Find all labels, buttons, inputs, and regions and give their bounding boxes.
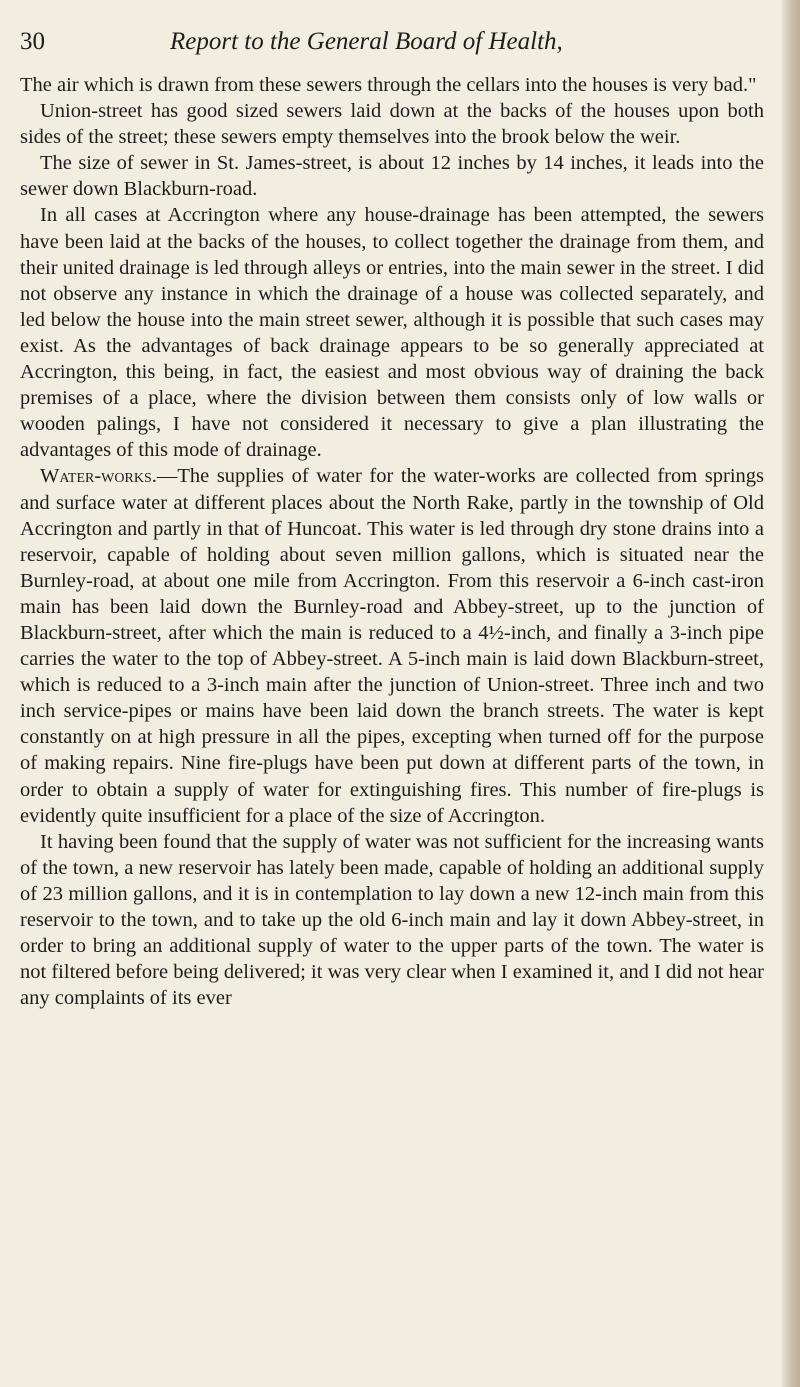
paragraph-new-reservoir: It having been found that the supply of water was not sufficient for the increasing wants of the town, a new reservoir has lately been made, capable of holding an additional supply of 23 million gallons, and it is in contemplation to lay down a new 12-inch main from this reservoir to the town, and to take up the old 6-inch main and lay it down Abbey-street, in order to bring an additional supply of water to the upper parts of the town. The water is not filtered before being delivered; it was very clear when I examined it, and I did not hear any complaints of its ever [20, 830, 764, 1010]
paragraph-water-works [20, 463, 764, 828]
page-edge [782, 0, 800, 1387]
paragraph-back-drainage: In all cases at Accrington where any house-drainage has been attempted, the sewers have been laid at the backs of the houses, to collect together the drainage from them, and their united drainage is led through alleys or entries, into the main sewer in the street. I did not observe any instance in which the drainage of a house was collected separately, and led below the house into the main street sewer, although it is possible that such cases may exist. As the advantages of back drainage appears to be so generally appreciated at Accrington, this being, in fact, the easiest and most obvious way of draining the back premises of a place, where the division between them consists only of low walls or wooden palings, I have not considered it necessary to give a plan illustrating the advantages of this mode of drainage. [20, 204, 764, 462]
paragraph-cellars: The air which is drawn from these sewers through the cellars into the houses is very bad." [20, 74, 757, 96]
running-title: Report to the General Board of Health, [170, 28, 563, 55]
paragraph-st-james-street: The size of sewer in St. James-street, is about 12 inches by 14 inches, it leads into the sewer down Blackburn-road. [20, 152, 764, 201]
page-number: 30 [20, 28, 45, 55]
paragraph-water-works-text: —The supplies of water for the water-works are collected from springs and surface water at different places about the North Rake, partly in the township of Old Accrington and partly in that of Huncoat. This water is led through dry stone drains into a reservoir, capable of holding about seven million gallons, which is situated near the Burnley-road, at about one mile from Accrington. From this reservoir a 6-inch cast-iron main has been laid down the Burnley-road and Abbey-street, up to the junction of Blackburn-street, after which the main is reduced to a 4½-inch, and finally a 3-inch pipe carries the water to the top of Abbey-street. A 5-inch main is laid down Blackburn-street, which is reduced to a 3-inch main after the junction of Union-street. Three inch and two inch service-pipes or mains have been laid down the branch streets. The water is kept constantly on at high pressure in all the pipes, excepting when turned off for the purpose of making repairs. Nine fire-plugs have been put down at different parts of the town, in order to obtain a supply of water for extinguishing fires. This number of fire-plugs is evidently quite insufficient for a place of the size of Accrington. [20, 465, 764, 827]
paragraph-union-street: Union-street has good sized sewers laid down at the backs of the houses upon both sides of the street; these sewers empty themselves into the brook below the weir. [20, 100, 764, 149]
page-header [20, 24, 760, 64]
body-text [20, 72, 764, 1011]
section-heading-water-works: Water-works. [40, 465, 157, 488]
